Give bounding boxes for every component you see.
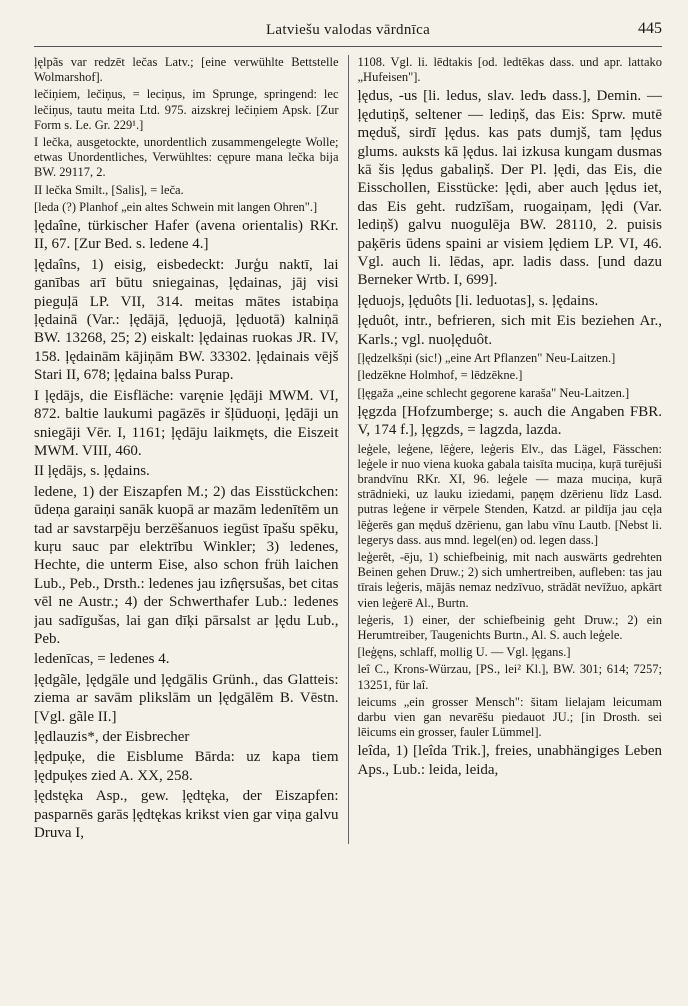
dictionary-entry: leîda, 1) [leîda Trik.], freies, unabhängiges Leben Aps., Lub.: leida, leida, — [357, 743, 662, 778]
dictionary-entry: I ļędājs, die Eisfläche: varęnie ļędāji MWM. VI, 872. baltie laukumi pagāzēs ir šļūduoņi, ļędāji un sniegāji Vēr. I, 1161; ļędāju laikmęts, die Eiszeit MWM. VIII, 460. — [34, 387, 339, 459]
dictionary-entry: leî C., Krons-Würzau, [PS., lei² Kl.], BW. 301; 614; 7257; 13251, für laî. — [357, 662, 662, 692]
dictionary-entry: ledene, 1) der Eiszapfen M.; 2) das Eisstückchen: ūdeņa garaiņi sanāk kuopā ar mazām ledenītēm un tad ar savstarpēju berzēšanuos iegūst īpašu spēku, kuŗu sauc par elektrību Winkler; 3) ledenes, Hechte, die unterm Eise, also schon früh laichen Lub., Peb., Drsth.: ledenes jau izn̂ęrsušas, bet citas vēl ne Austr.; 4) der Schwerthafer Lub.: ledenes jau sadīgušas, lai gan dīķi pārsalst ar ļędu Lub., Peb. — [34, 483, 339, 647]
dictionary-entry: ļędgãle, ļędgāle und ļędgālis Grünh., das Glatteis: ziema ar savām plikslām un ļędgālēm B. Vēstn. [Vgl. gãle II.] — [34, 671, 339, 725]
dictionary-entry: [leģęns, schlaff, mollig U. — Vgl. ļęgans.] — [357, 645, 571, 660]
dictionary-entry: ļędlauzis*, der Eisbrecher — [34, 729, 190, 745]
page-number: 445 — [638, 20, 662, 37]
dictionary-entry: ļędus, -us [li. ledus, slav. ledъ dass.], Demin. — ļędutiņš, seltener — lediņš, das Eis: Sprw. mutē męduš, sirdī ļędus. kas pats dumjš, tam ļędus glums. auksts kā ļędus. lai izkusa kungam dusmas kā šis ļędus gabaliņš. Der Pl. ļędi, das Eis, die Eisschollen, Eisstücke: ļędi, aber auch ļędus iet, das Eis geht. rudzīšam, ruogaiņam, ļędi (Var. lediņš) galvu nuogulēja BW. 28110, 2. puisis paķēris ūdens spaini ar visiem ļędiem LP. VI, 46. Vgl. auch li. lēdas, apr. ladis dass. [und dazu Berneker Wrtb. I, 699]. — [357, 88, 662, 289]
dictionary-entry: II lečka Smilt., [Salis], = leča. — [34, 182, 184, 197]
dictionary-entry: lečiņiem, lečiņus, = leciņus, im Sprunge, springend: lec lečiņus, tautu meita Ltd. 975. aizskrej lečiņiem Apsk. [Zur Form s. Le. Gr. 229¹.] — [34, 87, 339, 132]
dictionary-entry: leicums „ein grosser Mensch": šitam lielajam leicumam darbu vien gan nevarēšu piedauot JU.; [in Drosth. sei lēicums ein grosser, fauler Lümmel]. — [357, 694, 662, 740]
two-column-body — [34, 55, 662, 844]
dictionary-entry: I lečka, ausgetockte, unordentlich zusammengelegte Wolle; etwas Unordentliches, Verwühltes: cępure mana lečka bija BW. 29117, 2. — [34, 135, 339, 180]
page-header — [34, 10, 662, 47]
dictionary-entry: leģeris, 1) einer, der schiefbeinig geht Druw.; 2) ein Herumtreiber, Taugenichts Burtn., Al. S. auch leģele. — [357, 612, 662, 642]
dictionary-entry: 1108. Vgl. li. lēdtakis [od. ledtēkas dass. und apr. lattako „Hufeisen"]. — [357, 55, 662, 85]
running-title: Latviešu valodas vārdnīca — [265, 22, 431, 38]
dictionary-entry: leģele, leģene, lēģere, leģeris Elv., das Lägel, Fässchen: leģele ir nuo viena kuoka gabala taisīta muciņa, kuŗā turējuši brandvīnu RKr. XI, 96. leģele — maza muciņa, kuŗā strādnieki, uz lauku iziedami, paņęm dzērienu līdz Lasd. putras leģene ir vērpele Stenden, Katzd. ar pildīja jau cęļa lēģerēs gan męduš dzērienu, gan labu vīnu Lautb. [Nebst li. legerys dass. aus mnd. legel(en) od. legen dass.] — [357, 441, 662, 547]
dictionary-entry: [ļęgaža „eine schlecht gegorene karaša" Neu-Laitzen.] — [357, 385, 630, 400]
dictionary-entry: II ļędājs, s. ļędains. — [34, 463, 150, 480]
dictionary-entry: ļędaîne, türkischer Hafer (avena orientalis) RKr. II, 67. [Zur Bed. s. ledene 4.] — [34, 218, 339, 253]
dictionary-entry: [leda (?) Planhof „ein altes Schwein mit langen Ohren".] — [34, 199, 318, 214]
dictionary-entry: ļędpuķe, die Eisblume Bārda: uz kapa tiem ļędpuķes zied A. XX, 258. — [34, 749, 339, 784]
dictionary-entry: ļęduôt, intr., befrieren, sich mit Eis beziehen Ar., Karls.; vgl. nuoļęduôt. — [357, 313, 662, 348]
dictionary-entry: ļędaîns, 1) eisig, eisbedeckt: Jurģu naktī, lai ganības arī būtu sniegainas, ļędainas, jāj visi pieguļā LP. VII, 314. meitas mātes istabiņa ļędainā (Var.: ļędājā, ļęduojā, ļęduotā) kalniņā BW. 13268, 25; 2) eiskalt: ļędainas ruokas JR. IV, 158. ļędainām kājiņām BW. 33302. ļędainais vējš Stari II, 678; ļędaina balss Purap. — [34, 256, 339, 384]
right-column — [349, 55, 663, 844]
dictionary-entry: ļęgzda [Hofzumberge; s. auch die Angaben FBR. V, 174 f.], ļęgzds, = lagzda, lazda. — [357, 403, 662, 439]
dictionary-entry: ledenīcas, = ledenes 4. — [34, 651, 170, 668]
left-column — [34, 55, 348, 844]
dictionary-entry: leģerêt, -ēju, 1) schiefbeinig, mit nach auswärts gedrehten Beinen gehen Druw.; 2) sich umhertreiben, aufleben: tas jau tīrais leģeris, mājās nemaz nedzīvuo, strādāt nevīžuo, apkārt vien leģerē Al., Burtn. — [357, 549, 662, 610]
dictionary-entry: [ledzēkne Holmhof, = lēdzēkne.] — [357, 368, 523, 383]
dictionary-entry: ļędstęka Asp., gew. ļędtęka, der Eiszapfen: pasparnēs garās ļędtękas krikst vien gar viņa galvu Druva I, — [34, 788, 339, 842]
dictionary-entry: ļęduojs, ļęduôts [li. leduotas], s. ļędains. — [357, 292, 599, 309]
dictionary-entry: [ļędzelkšņi (sic!) „eine Art Pflanzen" Neu-Laitzen.] — [357, 351, 616, 366]
dictionary-entry: ļęlpãs var redzēt lečas Latv.; [eine verwühlte Bettstelle Wolmarshof]. — [34, 55, 339, 85]
